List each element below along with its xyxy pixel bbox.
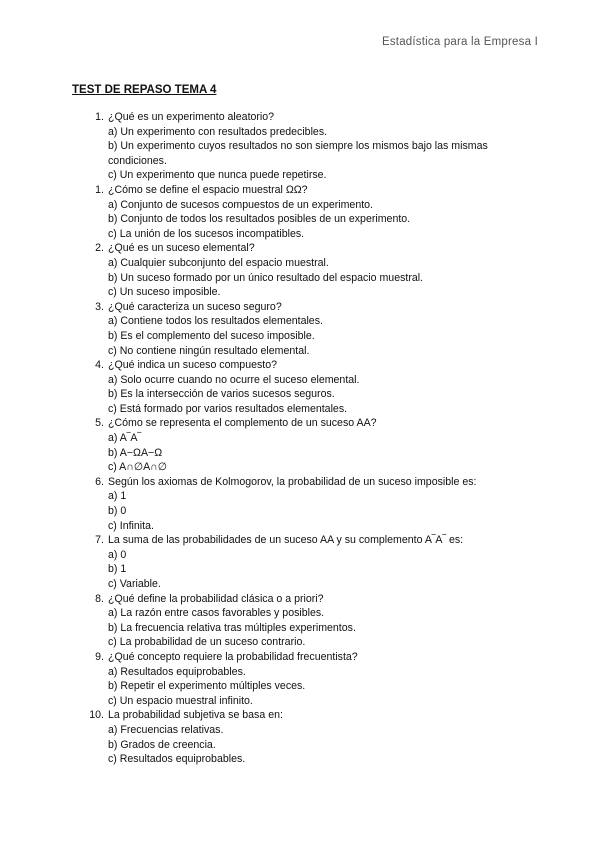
question-number: 8.	[95, 592, 104, 605]
answer-option: c) La unión de los sucesos incompatibles.	[108, 227, 305, 240]
answer-option: a) La razón entre casos favorables y posibles.	[108, 607, 325, 620]
answer-option: c) La probabilidad de un suceso contrario.	[108, 636, 306, 649]
question-item	[84, 708, 524, 766]
answer-option: c) Un espacio muestral infinito.	[108, 694, 253, 707]
answer-option: c) A∩∅A∩∅	[108, 461, 167, 474]
answer-option: a) 1	[108, 490, 127, 503]
answer-option: a) Un experimento con resultados predecibles.	[108, 125, 328, 138]
question-item	[84, 300, 524, 358]
question-number: 10.	[89, 709, 104, 722]
answer-option: b) Es la intersección de varios sucesos seguros.	[108, 388, 335, 401]
question-item	[84, 358, 524, 416]
question-list	[84, 110, 524, 767]
answer-option: c) Un suceso imposible.	[108, 286, 221, 299]
answer-option: b) Un suceso formado por un único resultado del espacio muestral.	[108, 271, 424, 284]
question-text: ¿Qué es un suceso elemental?	[108, 242, 255, 255]
answer-option: a) 0	[108, 548, 127, 561]
question-text: ¿Qué define la probabilidad clásica o a priori?	[108, 592, 324, 605]
answer-option: b) Conjunto de todos los resultados posibles de un experimento.	[108, 213, 411, 226]
question-number: 1.	[95, 111, 104, 123]
answer-option: b) Es el complemento del suceso imposible.	[108, 329, 315, 342]
answer-option: a) Resultados equiprobables.	[108, 665, 246, 678]
question-text: Según los axiomas de Kolmogorov, la probabilidad de un suceso imposible es:	[108, 475, 477, 488]
answer-option: c) Variable.	[108, 578, 161, 590]
answer-option: a) Conjunto de sucesos compuestos de un experimento.	[108, 198, 373, 211]
question-number: 7.	[95, 534, 104, 547]
question-number: 4.	[95, 359, 104, 372]
question-item	[84, 183, 524, 241]
question-number: 6.	[95, 475, 104, 488]
answer-option: b) La frecuencia relativa tras múltiples experimentos.	[108, 621, 356, 634]
page-title: TEST DE REPASO TEMA 4	[72, 84, 217, 96]
question-item	[84, 241, 524, 299]
question-text: ¿Qué es un experimento aleatorio?	[108, 111, 275, 123]
question-item	[84, 592, 524, 650]
page-header: Estadística para la Empresa I	[381, 36, 538, 48]
question-text: ¿Qué concepto requiere la probabilidad frecuentista?	[108, 650, 358, 663]
question-item	[84, 110, 524, 183]
question-number: 5.	[95, 417, 104, 430]
question-text: ¿Qué caracteriza un suceso seguro?	[108, 300, 282, 313]
question-text: La suma de las probabilidades de un suceso AA y su complemento A‾A‾ es:	[108, 534, 464, 547]
answer-option: a) Cualquier subconjunto del espacio muestral.	[108, 256, 329, 269]
answer-option: b) Un experimento cuyos resultados no son siempre los mismos bajo las mismas condiciones.	[108, 140, 488, 167]
question-number: 2.	[95, 242, 104, 255]
question-number: 3.	[95, 300, 104, 313]
question-item	[84, 475, 524, 533]
question-item	[84, 650, 524, 708]
answer-option: a) Contiene todos los resultados elementales.	[108, 315, 323, 328]
answer-option: a) A‾A‾	[108, 432, 141, 445]
answer-option: b) 1	[108, 563, 127, 576]
answer-option: c) Infinita.	[108, 519, 154, 532]
answer-option: c) Resultados equiprobables.	[108, 753, 246, 766]
answer-option: b) 0	[108, 505, 127, 518]
answer-option: b) A−ΩA−Ω	[108, 446, 163, 459]
answer-option: a) Solo ocurre cuando no ocurre el suceso elemental.	[108, 373, 360, 386]
question-text: ¿Qué indica un suceso compuesto?	[108, 359, 278, 372]
answer-option: a) Frecuencias relativas.	[108, 723, 224, 736]
question-item	[84, 416, 524, 474]
answer-option: b) Repetir el experimento múltiples veces.	[108, 680, 306, 693]
answer-option: c) No contiene ningún resultado elemental.	[108, 344, 310, 357]
question-text: ¿Cómo se define el espacio muestral ΩΩ?	[108, 183, 308, 196]
question-number: 9.	[95, 650, 104, 663]
answer-option: b) Grados de creencia.	[108, 738, 216, 751]
answer-option: c) Está formado por varios resultados elementales.	[108, 402, 348, 415]
question-number: 1.	[95, 183, 104, 196]
answer-option: c) Un experimento que nunca puede repetirse.	[108, 169, 327, 182]
question-text: La probabilidad subjetiva se basa en:	[108, 709, 283, 722]
question-text: ¿Cómo se representa el complemento de un suceso AA?	[108, 417, 377, 430]
question-item	[84, 533, 524, 591]
